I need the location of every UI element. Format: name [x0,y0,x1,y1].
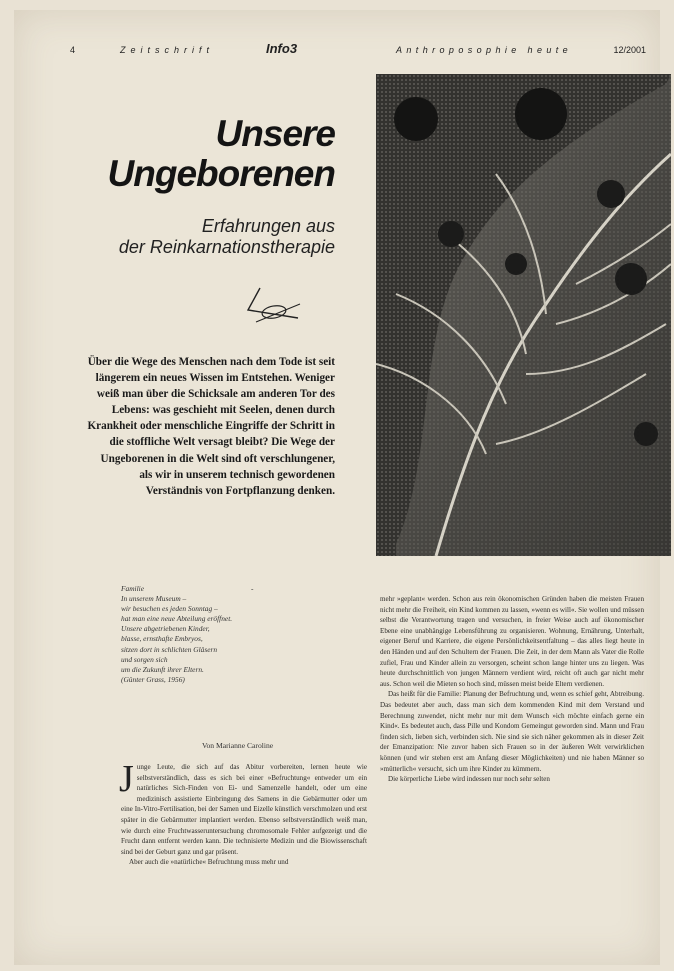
body-paragraph: mehr »geplant« werden. Schon aus rein ökonomischen Gründen haben die meisten Frauen nicht mehr die Freiheit, ein Kind kommen zu lassen, »wenn es will«. Sie wollen und müssen selbst die Verantwortung tragen und versuchen, in freier Weise auch auf ökonomischer Ebene eine unabhängige Lebensführung zu organisieren. Wohnung, Ernährung, Unterhalt, eigener Beruf und Karriere, die eigene Persönlichkeitsentfaltung – das alles liegt heute in den Händen und auf den Schultern der Frauen. Die Zeit, in der dem Mann als Vater die Rolle zufiel, Frau und Kinder allein zu versorgen, scheint schon lange hinter uns zu liegen. Was heute durchschnittlich von jungen Männern verdient wird, reicht oft auch gar nicht mehr aus. Schon weil die Mieten so hoch sind, müssen meist beide Eltern verdienen. [380,595,644,688]
body-paragraph: Das heißt für die Familie: Planung der Befruchtung und, wenn es schief geht, Abtreibung. Das bedeutet aber auch, dass man sich dem kommenden Kind mit dem Verstand und Berechnung zuwendet, nicht mehr nur mit dem Wunsch »ich möchte einfach gerne ein Kind«. Es bedeutet auch, dass Pille und Kondom Gemeingut geworden sind. Mann und Frau finden sich, lieben sich, verbinden sich. Nie sind sie sich näher gekommen als in dieser Zeit der Emanzipation: Nie zuvor haben sich Frauen so in der äußeren Welt verwirklichen können (und wir stehen erst am Anfang dieser Möglichkeiten) und nie haben Männer so »mütterlich« versucht, sich um ihre Kinder zu kümmern. [380,690,644,773]
poem-line: hat man eine neue Abteilung eröffnet. [121,614,233,624]
subtitle-line-2: der Reinkarnationstherapie [118,237,335,257]
poem-line: Familie [121,584,144,593]
magazine-name: Zeitschrift [120,45,215,55]
poem-attribution: (Günter Grass, 1956) [121,674,185,684]
poem-line: sitzen dort in schlichten Gläsern [121,644,218,654]
author-byline: Von Marianne Caroline [202,741,274,750]
body-paragraph: Die körperliche Liebe wird indessen nur noch sehr selten [388,775,550,784]
poem-line: blasse, ernsthafte Embryos, [121,634,203,644]
lead-paragraph: Über die Wege des Menschen nach dem Tode ist seit längerem ein neues Wissen im Entstehen. Weniger weiß man über die Schicksale am anderen Tor des Lebens: was geschieht mit Seelen, denen durch Krankheit oder menschliche Eingriffe der Schritt in die stoffliche Welt versagt bleibt? Die Wege der Ungeborenen in die Welt sind oft verschlungener, als wir in unserem technisch gewordenen Verständnis von Fortpflanzung denken. [87,356,335,497]
body-column-left [119,758,367,868]
body-paragraph: Junge Leute, die sich auf das Abitur vorbereiten, lernen heute wie selbstverständlich, dass es sich bei einer »Befruchtung« entweder um ein natürliches Sich-Finden von Ei- und Samenzelle handelt, oder um eine medizinisch assistierte Einbringung des Samens in die Gebärmutter oder um eine In-Vitro-Fertilisation, bei der Samen und Eizelle künstlich verschmolzen und erst später in die Gebärmutter implantiert werden. Ebenso selbstverständlich weiß man, wie durch eine Fruchtwasseruntersuchung chromosomale Fehler aufgezeigt und die Frucht dann entfernt werden kann. Die technisierte Medizin und die Biowissenschaft sind bei der Geburt ganz und gar präsent. [119,758,367,856]
article-subtitle [119,216,335,258]
issue-number: 12/2001 [613,45,646,55]
leaf-photograph [376,74,671,556]
body-column-right [380,594,644,785]
poem-line: um die Zukunft ihrer Eltern. [121,664,204,674]
poem-line: In unserem Museum – [121,594,187,604]
body-paragraph: Aber auch die »natürliche« Befruchtung muss mehr und [129,858,289,867]
poem-line: Unsere abgetriebenen Kinder, [121,624,210,634]
section-emblem-icon [242,282,302,328]
page-number: 4 [70,45,76,55]
magazine-tagline: Anthroposophie heute [396,45,573,55]
poem-line: wir besuchen es jeden Sonntag – [121,604,218,614]
article-title [108,114,335,194]
leaf-photo-image [376,74,671,556]
poem-line: und sorgen sich [121,654,168,664]
title-line-1: Unsere [215,113,335,154]
subtitle-line-1: Erfahrungen aus [201,216,335,236]
title-line-2: Ungeborenen [107,153,335,194]
magazine-page [14,10,660,965]
info3-logo: Info3 [266,41,298,56]
poem: - Familie In unserem Museum – wir besuchen es jeden Sonntag – hat man eine neue Abteilung eröffnet. Unsere abgetriebenen Kinder, blasse, ernsthafte Embryos, sitzen dort in schlichten Gläsern und sorgen sich um die Zukunft ihrer Eltern. (Günter Grass, 1956) [121,584,301,685]
running-header [70,42,646,60]
drop-cap: J [119,758,134,800]
